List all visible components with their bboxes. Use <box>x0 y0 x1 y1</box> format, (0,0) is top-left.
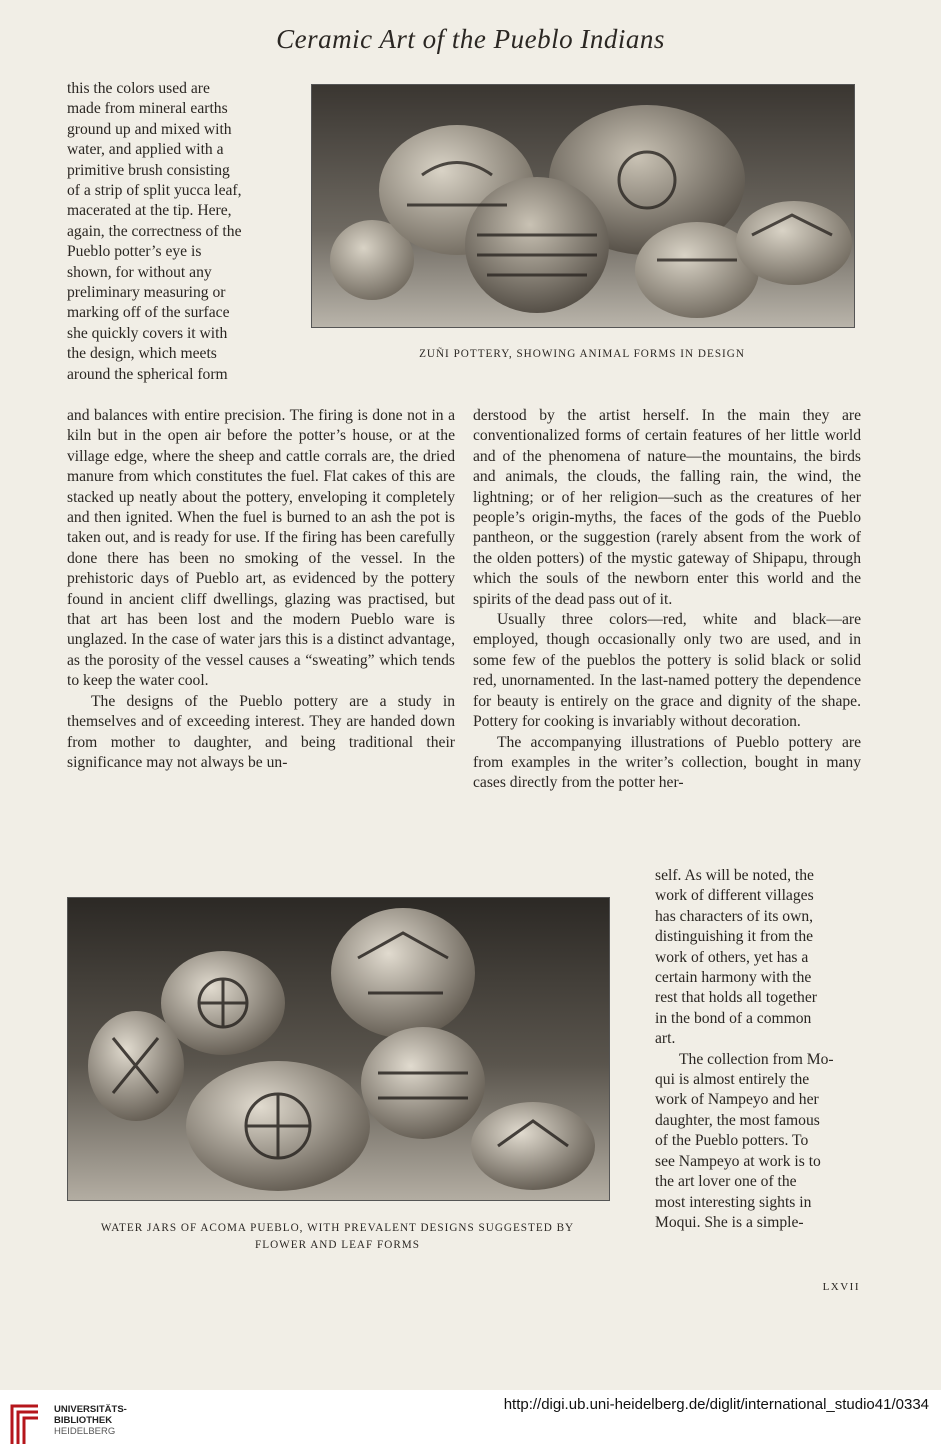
narrow-text-line: of the Pueblo potters. To <box>655 1132 809 1150</box>
narrow-text-line: most interesting sights in <box>655 1193 812 1211</box>
narrow-text-line: daughter, the most famous <box>655 1111 820 1129</box>
narrow-text-line: in the bond of a common <box>655 1009 812 1027</box>
narrow-text-line: certain harmony with the <box>655 969 812 987</box>
narrow-text-bottom <box>655 866 861 1233</box>
narrow-text-line: shown, for without any <box>67 263 212 281</box>
narrow-text-line: self. As will be noted, the <box>655 867 814 884</box>
narrow-text-line: ground up and mixed with <box>67 120 232 138</box>
right-paragraph-1: derstood by the artist herself. In the main they are conventionalized forms of certain features of her little world and of the phenomena of nature—the mountains, the birds and animals, the clouds, the falling rain, the wind, the lightning; or of her religion—such as the creatures of her people’s origin-myths, the faces of the gods of the Pueblo pantheon, or the suggestion (rarely absent from the work of the olden potters) of the mystic gateway of Shipapu, through which the souls of the newborn enter this world and the spirits of the dead pass out of it. <box>473 407 861 608</box>
library-name: UNIVERSITÄTS- BIBLIOTHEK HEIDELBERG <box>54 1404 127 1437</box>
university-library-logo-icon <box>8 1400 44 1446</box>
bottom-caption-line-1: WATER JARS OF ACOMA PUEBLO, WITH PREVALENT DESIGNS SUGGESTED BY <box>100 1222 575 1234</box>
narrow-text-line: the art lover one of the <box>655 1173 797 1191</box>
narrow-text-line: qui is almost entirely the <box>655 1071 810 1089</box>
acoma-water-jars-photo <box>67 897 610 1201</box>
acoma-jars-illustration <box>68 898 609 1200</box>
narrow-text-line: made from mineral earths <box>67 100 228 118</box>
narrow-text-line: this the colors used are <box>67 80 210 97</box>
narrow-text-line: work of different villages <box>655 887 814 905</box>
narrow-text-line: preliminary measuring or <box>67 284 226 302</box>
running-head: Ceramic Art of the Pueblo Indians <box>276 24 665 54</box>
narrow-text-line: Moqui. She is a simple- <box>655 1213 804 1231</box>
narrow-text-line: work of others, yet has a <box>655 948 809 966</box>
left-paragraph-1: and balances with entire precision. The firing is done not in a kiln but in the open air before the potter’s house, or at the village edge, where the sheep and cattle corrals are, the dried manure from which constitutes the fuel. Flat cakes of this are stacked up neatly about the pottery, enveloping it completely and then ignited. When the fuel is burned to an ash the pot is taken out, and is ready for use. If the firing has been carefully done there has been no smoking of the vessel. In the prehistoric days of Pueblo art, as evidenced by the pottery found in ancient cliff dwellings, glazing was practised, but that art has been lost and the modern Pueblo ware is unglazed. In the case of water jars this is a distinct advantage, as the porosity of the vessel causes a “sweating” which tends to keep the water cool. <box>67 407 455 690</box>
narrow-text-line: marking off of the surface <box>67 304 230 322</box>
narrow-text-line: rest that holds all together <box>655 989 817 1007</box>
right-paragraph-2: Usually three colors—red, white and black—are employed, though occasionally only two are used, and in some few of the pueblos the pottery is solid black or solid red, unornamented. In the last-named pottery the dependence for beauty is entirely on the grace and dignity of the shape. Pottery for cooking is invariably without decoration. <box>473 611 861 731</box>
narrow-text-top <box>67 79 275 385</box>
bottom-caption-line-2: FLOWER AND LEAF FORMS <box>255 1239 420 1251</box>
left-column <box>67 406 455 773</box>
source-url-link[interactable]: http://digi.ub.uni-heidelberg.de/diglit/international_studio41/0334 <box>503 1396 929 1413</box>
narrow-text-line: The collection from Mo- <box>679 1050 834 1068</box>
narrow-text-line: she quickly covers it with <box>67 324 228 342</box>
narrow-text-line: macerated at the tip. Here, <box>67 202 232 220</box>
narrow-text-line: water, and applied with a <box>67 141 224 159</box>
narrow-text-line: again, the correctness of the <box>67 222 242 240</box>
narrow-text-line: primitive brush consisting <box>67 161 230 179</box>
narrow-text-line: has characters of its own, <box>655 907 814 925</box>
narrow-text-line: around the spherical form <box>67 365 228 383</box>
narrow-text-line: Pueblo potter’s eye is <box>67 243 202 261</box>
zuni-pottery-illustration <box>312 85 854 327</box>
narrow-text-line: work of Nampeyo and her <box>655 1091 819 1109</box>
left-paragraph-2: The designs of the Pueblo pottery are a study in themselves and of exceeding interest. They are handed down from mother to daughter, and being traditional their significance may not always be un- <box>67 692 455 771</box>
narrow-text-line: art. <box>655 1030 676 1048</box>
zuni-pottery-photo <box>311 84 855 328</box>
narrow-text-line: of a strip of split yucca leaf, <box>67 182 242 200</box>
narrow-text-line: the design, which meets <box>67 345 217 363</box>
folio-page-number: LXVII <box>822 1281 860 1293</box>
narrow-text-line: distinguishing it from the <box>655 928 814 946</box>
narrow-text-line: see Nampeyo at work is to <box>655 1152 821 1170</box>
right-column <box>473 406 861 794</box>
bottom-figure-caption <box>67 1220 608 1254</box>
right-paragraph-3: The accompanying illustrations of Pueblo pottery are from examples in the writer’s collection, bought in many cases directly from the potter her- <box>473 733 861 792</box>
top-figure-caption: ZUÑI POTTERY, SHOWING ANIMAL FORMS IN DESIGN <box>419 348 745 360</box>
